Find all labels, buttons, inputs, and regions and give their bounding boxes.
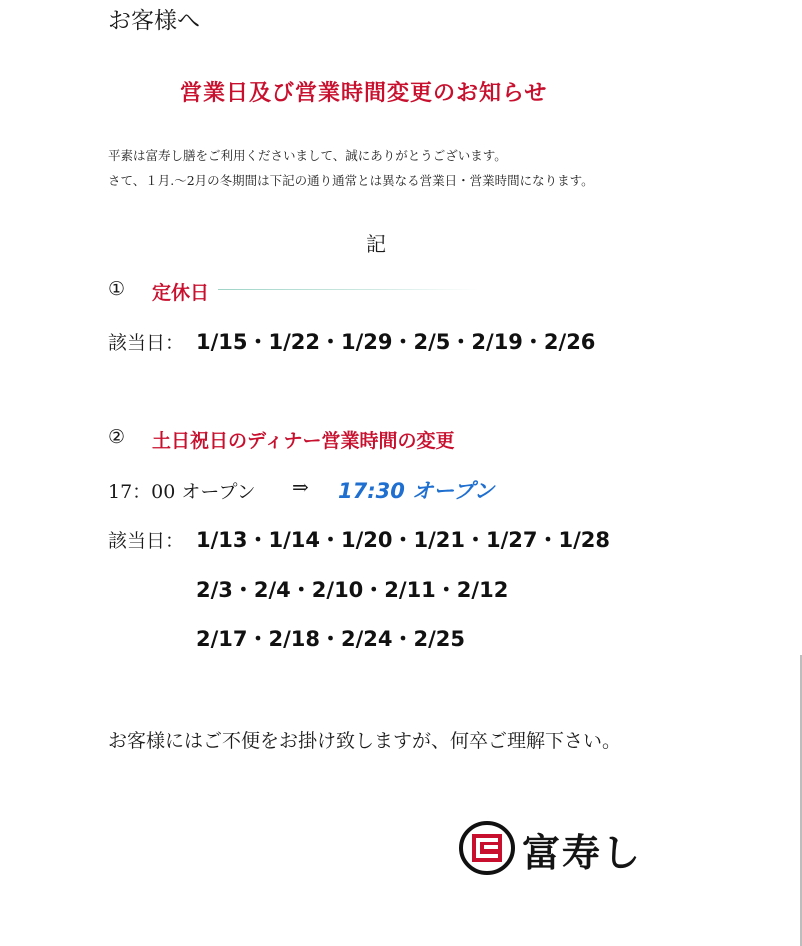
section2-dates-line-3: 2/17・2/18・2/24・2/25: [196, 627, 466, 651]
new-opening-time: 17:30 オープン: [338, 479, 495, 503]
notice-title: 営業日及び営業時間変更のお知らせ: [180, 81, 548, 106]
ki-heading: 記: [366, 232, 386, 256]
faint-divider: [218, 289, 478, 290]
intro-line-2: さて、１月.～2月の冬期間は下記の通り通常とは異なる営業日・営業時間になります。: [108, 173, 594, 188]
brand-name: 富寿し: [522, 830, 643, 875]
section1-title: 定休日: [152, 282, 210, 304]
section2-title: 土日祝日のディナー営業時間の変更: [152, 430, 455, 452]
section2-number: ②: [108, 426, 126, 448]
old-opening-time: 17：00 オープン: [108, 481, 256, 503]
section2-dates-line-2: 2/3・2/4・2/10・2/11・2/12: [196, 578, 509, 602]
arrow-icon: ⇒: [292, 475, 309, 499]
section1-number: ①: [108, 278, 126, 300]
section2-dates-label: 該当日：: [108, 530, 185, 552]
section2-dates-line-1: 1/13・1/14・1/20・1/21・1/27・1/28: [196, 528, 611, 552]
closing-message: お客様にはご不便をお掛け致しますが、何卒ご理解下さい。: [108, 730, 622, 752]
section1-dates-label: 該当日：: [108, 332, 185, 354]
greeting: お客様へ: [108, 8, 200, 34]
tomi-logo-icon: [458, 820, 518, 876]
section1-dates: 1/15・1/22・1/29・2/5・2/19・2/26: [196, 330, 596, 354]
intro-line-1: 平素は富寿し膳をご利用くださいまして、誠にありがとうございます。: [108, 148, 507, 163]
